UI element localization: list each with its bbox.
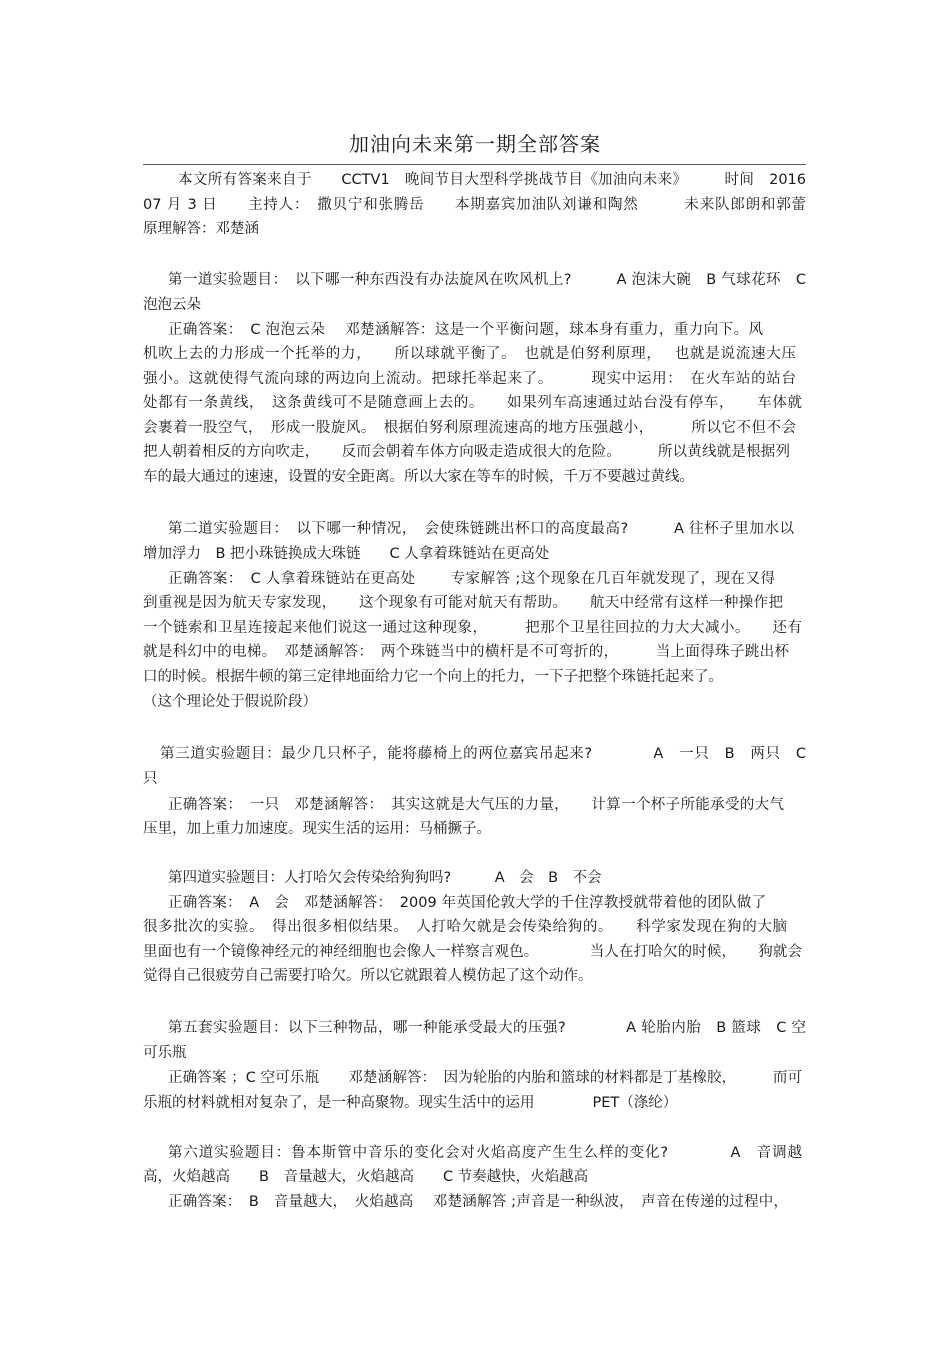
text-line: 正确答案： C 泡泡云朵 邓楚涵解答：这是一个平衡问题，球本身有重力，重力向下。风 xyxy=(168,322,763,338)
text-line: 把人朝着相反的方向吹走， 反而会朝着车体方向吸走造成很大的危险。 所以黄线就是根据列 xyxy=(143,444,790,460)
text-line: 会裹着一股空气， 形成一股旋风。 根据伯努利原理流速高的地方压强越小， 所以它不但不会 xyxy=(143,420,796,436)
text-line: 机吹上去的力形成一个托举的力， 所以球就平衡了。 也就是伯努利原理， 也就是说流速大压 xyxy=(143,346,796,362)
text-line: 第六道实验题目：鲁本斯管中音乐的变化会对火焰高度产生生么样的变化? A 音调越 xyxy=(168,1145,802,1161)
text-line: 觉得自己很疲劳自己需要打哈欠。所以它就跟着人模仿起了这个动作。 xyxy=(143,968,593,984)
text-line: 可乐瓶 xyxy=(143,1045,187,1061)
text-line: 第五套实验题目：以下三种物品，哪一种能承受最大的压强? A 轮胎内胎 B 篮球 C 空 xyxy=(168,1020,806,1036)
text-line: 07 月 3 日 主持人： 撒贝宁和张腾岳 本期嘉宾加油队刘谦和陶然 未来队郎朗和郭蕾 xyxy=(143,197,806,213)
text-line: 正确答案： C 人拿着珠链站在更高处 专家解答 ;这个现象在几百年就发现了，现在又得 xyxy=(168,571,775,587)
text-line: 口的时候。根据牛顿的第三定律地面给力它一个向上的托力，一下子把整个珠链托起来了。 xyxy=(143,669,723,685)
text-line: 第二道实验题目： 以下哪一种情况， 会使珠链跳出杯口的高度最高? A 往杯子里加水以 xyxy=(168,521,794,537)
text-line: 增加浮力 B 把小珠链换成大珠链 C 人拿着珠链站在更高处 xyxy=(143,546,550,562)
text-line: 一个链索和卫星连接起来他们说这一通过这种现象， 把那个卫星往回拉的力大大减小。 还有 xyxy=(143,620,802,636)
text-line: 正确答案： A 会 邓楚涵解答： 2009 年英国伦敦大学的千住淳教授就带着他的团队做了 xyxy=(168,895,766,911)
text-line: 第三道实验题目：最少几只杯子，能将藤椅上的两位嘉宾吊起来? A 一只 B 两只 C xyxy=(160,746,806,762)
text-line: 就是科幻中的电梯。 邓楚涵解答： 两个珠链当中的横杆是不可弯折的， 当上面得珠子跳出杯 xyxy=(143,644,789,660)
text-line: 正确答案： 一只 邓楚涵解答： 其实这就是大气压的力量， 计算一个杯子所能承受的大气 xyxy=(168,797,784,813)
text-line: 泡泡云朵 xyxy=(143,297,201,313)
text-line: 强小。这就使得气流向球的两边向上流动。把球托举起来了。 现实中运用： 在火车站的站台 xyxy=(143,371,796,387)
text-line: 车的最大通过的速速，设置的安全距离。所以大家在等车的时候，千万不要越过黄线。 xyxy=(143,469,694,485)
text-line: 本文所有答案来自于 CCTV1 晚间节目大型科学挑战节目《加油向未来》 时间 2016 xyxy=(178,172,806,188)
text-line: 压里，加上重力加速度。现实生活的运用：马桶撅子。 xyxy=(143,821,491,837)
text-line: 只 xyxy=(143,771,158,787)
page-title: 加油向未来第一期全部答案 xyxy=(349,132,601,156)
text-line: 高，火焰越高 B 音量越大，火焰越高 C 节奏越快，火焰越高 xyxy=(143,1169,589,1185)
text-line: 很多批次的实验。 得出很多相似结果。 人打哈欠就是会传染给狗的。 科学家发现在狗的大脑 xyxy=(143,919,787,935)
text-line: 正确答案： B 音量越大， 火焰越高 邓楚涵解答 ;声音是一种纵波， 声音在传递的过程中， xyxy=(168,1194,788,1210)
text-line: 里面也有一个镜像神经元的神经细胞也会像人一样察言观色。 当人在打哈欠的时候， 狗就会 xyxy=(143,944,802,960)
text-line: 第四道实验题目：人打哈欠会传染给狗狗吗? A 会 B 不会 xyxy=(168,870,602,886)
text-line: 第一道实验题目： 以下哪一种东西没有办法旋风在吹风机上? A 泡沫大碗 B 气球花环 C xyxy=(168,272,806,288)
text-line: 原理解答：邓楚涵 xyxy=(143,221,259,237)
text-line: 到重视是因为航天专家发现， 这个现象有可能对航天有帮助。 航天中经常有这样一种操作把 xyxy=(143,595,783,611)
title-divider xyxy=(143,164,806,165)
text-line: 乐瓶的材料就相对复杂了，是一种高聚物。现实生活中的运用 PET（涤纶） xyxy=(143,1095,678,1111)
text-line: （这个理论处于假说阶段） xyxy=(143,694,317,710)
text-line: 正确答案 ；C 空可乐瓶 邓楚涵解答： 因为轮胎的内胎和篮球的材料都是丁基橡胶， 而可 xyxy=(168,1070,802,1086)
text-line: 处都有一条黄线， 这条黄线可不是随意画上去的。 如果列车高速通过站台没有停车， 车体就 xyxy=(143,395,802,411)
